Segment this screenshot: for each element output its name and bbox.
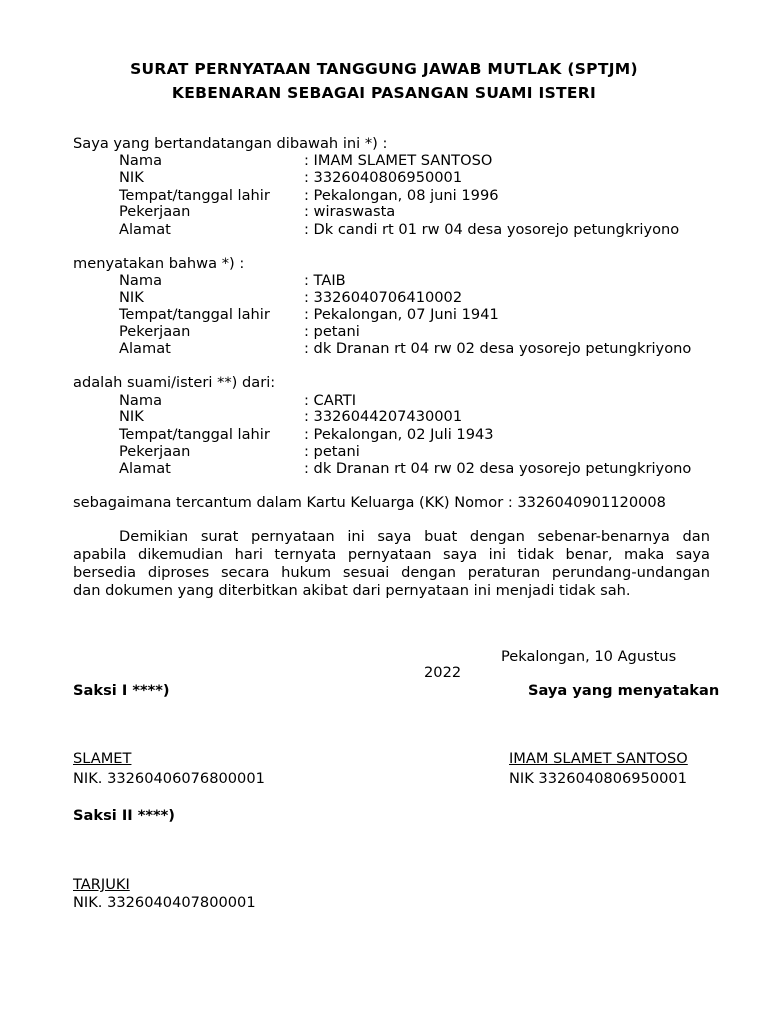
field-value: : dk Dranan rt 04 rw 02 desa yosorejo petungkriyono bbox=[304, 340, 692, 357]
field-label: Pekerjaan bbox=[119, 203, 191, 220]
declarant-nik: NIK 3326040806950001 bbox=[509, 770, 687, 787]
field-value: : CARTI bbox=[304, 392, 357, 409]
field-label: NIK bbox=[119, 408, 144, 425]
field-label: Pekerjaan bbox=[119, 323, 191, 340]
field-value: : petani bbox=[304, 443, 360, 460]
witness1-nik: NIK. 33260406076800001 bbox=[73, 770, 265, 787]
field-label: Pekerjaan bbox=[119, 443, 191, 460]
field-label: Alamat bbox=[119, 221, 171, 238]
field-value: : IMAM SLAMET SANTOSO bbox=[304, 152, 493, 169]
field-value: : Pekalongan, 08 juni 1996 bbox=[304, 187, 499, 204]
field-value: : TAIB bbox=[304, 272, 346, 289]
field-value: : Pekalongan, 07 Juni 1941 bbox=[304, 306, 499, 323]
field-label: Tempat/tanggal lahir bbox=[119, 306, 270, 323]
field-value: : Pekalongan, 02 Juli 1943 bbox=[304, 426, 494, 443]
field-value: : Dk candi rt 01 rw 04 desa yosorejo petungkriyono bbox=[304, 221, 680, 238]
witness2-name: TARJUKI bbox=[73, 876, 130, 893]
section3-intro: adalah suami/isteri **) dari: bbox=[73, 374, 276, 391]
field-label: Nama bbox=[119, 392, 163, 409]
field-label: Alamat bbox=[119, 340, 171, 357]
witness1-name: SLAMET bbox=[73, 750, 132, 767]
field-value: : wiraswasta bbox=[304, 203, 396, 220]
field-label: NIK bbox=[119, 289, 144, 306]
document-title-line2: KEBENARAN SEBAGAI PASANGAN SUAMI ISTERI bbox=[171, 84, 597, 102]
field-value: : 3326040706410002 bbox=[304, 289, 463, 306]
kk-number-line: sebagaimana tercantum dalam Kartu Keluarga (KK) Nomor : 3326040901120008 bbox=[73, 494, 666, 511]
date-year: 2022 bbox=[424, 664, 462, 681]
declarant-label: Saya yang menyatakan bbox=[528, 682, 720, 699]
declarant-name: IMAM SLAMET SANTOSO bbox=[509, 750, 688, 767]
witness1-label: Saksi I ****) bbox=[73, 682, 170, 699]
field-value: : 3326040806950001 bbox=[304, 169, 463, 186]
document-title-line1: SURAT PERNYATAAN TANGGUNG JAWAB MUTLAK (SPTJM) bbox=[130, 60, 638, 78]
field-label: Tempat/tanggal lahir bbox=[119, 187, 270, 204]
section1-intro: Saya yang bertandatangan dibawah ini *) : bbox=[73, 135, 388, 152]
field-label: NIK bbox=[119, 169, 144, 186]
section2-intro: menyatakan bahwa *) : bbox=[73, 255, 245, 272]
closing-line: dan dokumen yang diterbitkan akibat dari pernyataan ini menjadi tidak sah. bbox=[73, 582, 631, 599]
field-value: : petani bbox=[304, 323, 360, 340]
field-value: : 3326044207430001 bbox=[304, 408, 463, 425]
field-label: Tempat/tanggal lahir bbox=[119, 426, 270, 443]
closing-line: bersedia diproses secara hukum sesuai dengan peraturan perundang-undangan bbox=[73, 564, 710, 581]
witness2-nik: NIK. 3326040407800001 bbox=[73, 894, 256, 911]
field-label: Nama bbox=[119, 272, 163, 289]
witness2-label: Saksi II ****) bbox=[73, 807, 175, 824]
closing-paragraph bbox=[73, 528, 710, 600]
closing-line: apabila dikemudian hari ternyata pernyataan saya ini tidak benar, maka saya bbox=[73, 546, 710, 563]
field-label: Nama bbox=[119, 152, 163, 169]
field-value: : dk Dranan rt 04 rw 02 desa yosorejo petungkriyono bbox=[304, 460, 692, 477]
place-date: Pekalongan, 10 Agustus bbox=[501, 648, 677, 665]
closing-line: Demikian surat pernyataan ini saya buat dengan sebenar-benarnya dan bbox=[119, 528, 710, 545]
field-label: Alamat bbox=[119, 460, 171, 477]
